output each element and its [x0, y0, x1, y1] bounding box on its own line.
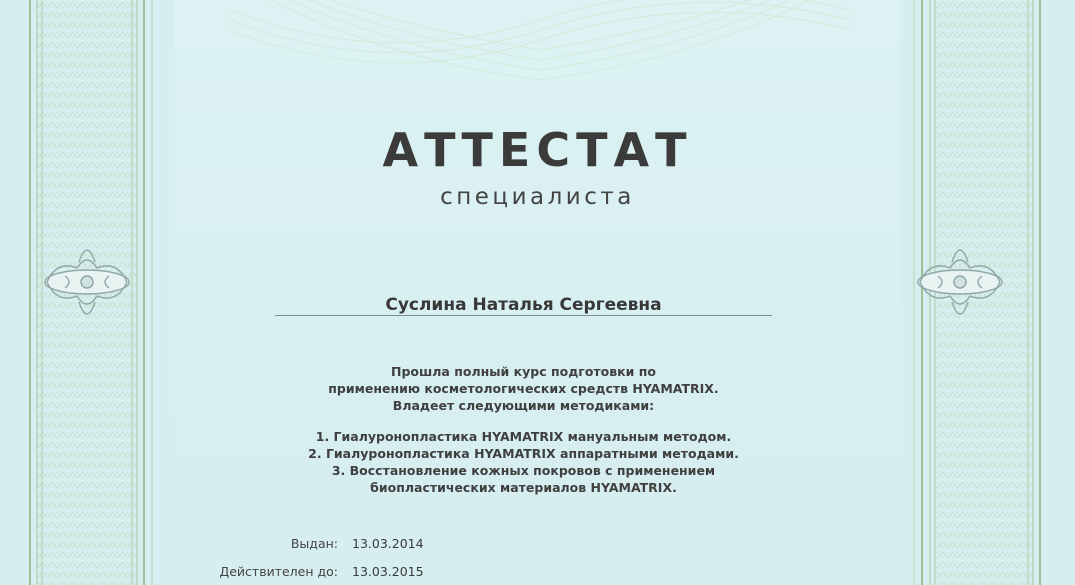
- left-border-ornament: [0, 0, 175, 585]
- method-item: 3. Восстановление кожных покровов с применением: [331, 463, 716, 478]
- method-item: 1. Гиалуронопластика HYAMATRIX мануальным методом.: [315, 429, 732, 444]
- certificate-subtitle: специалиста: [440, 184, 635, 210]
- holder-name: Суслина Наталья Сергеевна: [385, 295, 662, 315]
- issued-date: 13.03.2014: [352, 536, 424, 551]
- certificate-title: АТТЕСТАТ: [382, 123, 693, 177]
- guilloche-ornament: [230, 0, 850, 110]
- methods-list: [250, 428, 797, 496]
- right-border-ornament: [900, 0, 1075, 585]
- valid-until-date: 13.03.2015: [352, 564, 424, 579]
- issued-label: Выдан:: [290, 536, 338, 551]
- name-underline: [275, 315, 772, 316]
- description-line: применению косметологических средств HYAMATRIX.: [328, 381, 719, 396]
- course-description: [250, 363, 797, 414]
- method-item: биопластических материалов HYAMATRIX.: [370, 480, 677, 495]
- description-line: Прошла полный курс подготовки по: [391, 364, 656, 379]
- method-item: 2. Гиалуронопластика HYAMATRIX аппаратными методами.: [308, 446, 739, 461]
- valid-until-label: Действителен до:: [219, 564, 338, 579]
- description-line: Владеет следующими методиками:: [392, 398, 655, 413]
